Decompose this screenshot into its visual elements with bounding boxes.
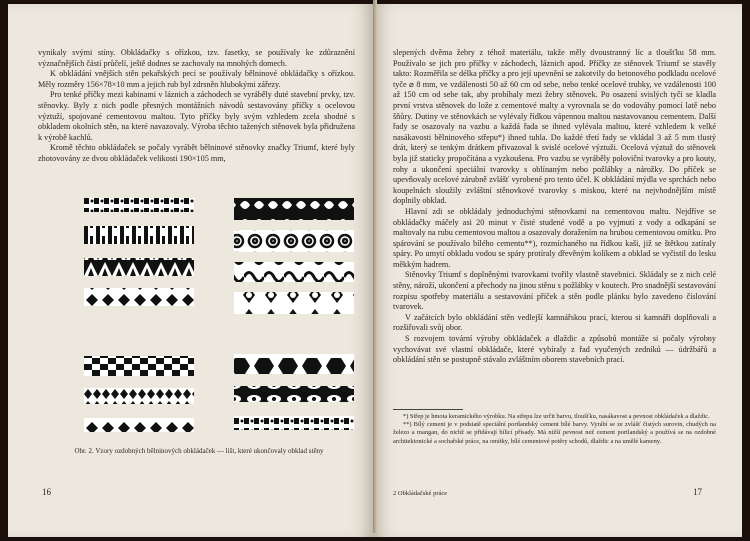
paragraph: S rozvojem tovární výroby obkládaček a dlaždic a způsobů montáže si počaly výrobny vychovávat své vlastní obkládače, které vybíraly z řad vyučených zedníků — údržbářů a obkládání stěn se postupně stávalo zvláštním oborem stavebních prací. (393, 334, 716, 365)
border-tile (84, 226, 194, 244)
paragraph: Kromě těchto obkládaček se počaly vyrábět bělninové stěnovky značky Triumf, které byly zhotovovány ze dvou obkládaček velikosti 190×105 mm, (38, 143, 355, 163)
tile-border-figure (84, 196, 354, 439)
border-tile (234, 262, 354, 282)
paragraph: Pro tenké příčky mezi kabinami v láznich a záchodech se vyráběly duté stavební prvky, tzv. stěnovky. Byly z nich podle přesných montážních návodů sestavovány příčky s ocelovou výztuží, spojované cementovou maltou. Tyto příčky byly svým vzhledem zcela shodné s obkladem okolních stěn, na které navazovaly. Výroba těchto tažených stěnovek byla přidružena k výrobě kachlů. (38, 90, 355, 142)
border-tile (234, 292, 354, 314)
border-tile (234, 386, 354, 402)
figure-caption: Obr. 2. Vzory ozdobných bělninových obkládaček — lišt, které ukončovaly obklad stěny (74, 447, 324, 455)
border-tile (84, 198, 194, 212)
border-tile (84, 258, 194, 276)
left-body-text (38, 48, 355, 165)
footnote: *) Střep je hmota keramického výrobku. Na střepu lze určit barvu, tloušťku, nasákavost a pevnost obkládaček a dlaždic. (403, 413, 710, 420)
signature-mark: 2 Obkládačské práce (393, 490, 448, 497)
page-number: 17 (693, 487, 702, 497)
border-tile (234, 198, 354, 220)
paragraph: K obkládání vnějších stěn pekařských pecí se používaly bělninové obkládačky s ořízkou. Měly rozměry 156×78×10 mm a jejich rub byl zdrsněn hlubokými zářezy. (38, 69, 355, 89)
border-tile (84, 356, 194, 376)
border-tile (234, 416, 354, 430)
left-page (8, 4, 373, 537)
right-body-text (393, 48, 716, 366)
border-tile (234, 230, 354, 252)
border-tile (84, 388, 194, 404)
border-tile (234, 354, 354, 374)
paragraph: Hlavní zdi se obkládaly jednoduchými stěnovkami na cementovou maltu. Nejdříve se obkládačky máčely asi 20 minut v čisté studené vodě a po vyjmutí z vody a odkapání se maltovaly na rubu cementovou maltou a osazovaly doražením na hrubou cementovou omítku. Pro spárování se používalo bílého cementu**), rozmíchaného na řídkou kaši, již se štětkou zatíraly spáry. Po umytí obkladu vodou se spáry protíraly dřevěným kolíkem a obklad se vyčistil do lesku měkkým hadrem. (393, 206, 716, 269)
paragraph: vynikaly svými stíny. Obkládačky s ořízkou, tzv. fasetky, se používaly ke zdůraznění význačnějších částí průčelí, ještě dodnes se zachovaly na mnohých domech. (38, 48, 355, 68)
paragraph: V začátcích bylo obkládání stěn vedlejší kamnářskou prací, kterou si kamnáři doplňovali a rozšiřovali svůj obor. (393, 312, 716, 333)
border-tile (84, 288, 194, 306)
page-number: 16 (42, 487, 51, 497)
paragraph: Stěnovky Triumf s doplněnými tvarovkami tvořily vlastně stavebnici. Skládaly se z nich celé stěny, nároží, ukončení a přechody na jinou stěnu s požlábky v koutech. Pro snadnější sestavování rozpisu spotřeby materiálu a sestavování příček a stěn podle plánku bylo zavedeno číslování tvarovek. (393, 270, 716, 312)
footnote-rule (393, 409, 463, 410)
border-tile (84, 418, 194, 432)
book-gutter (373, 0, 377, 533)
footnotes (393, 409, 716, 446)
paragraph: slepených dvěma žebry z téhož materiálu, takže měly dvoustranný líc a tloušťku 58 mm. Používalo se jich pro příčky v záchodech, láznich apod. Příčky ze stěnovek Triumf se stavěly takto: Rozměřila se délka příčky a pro její upevnění se zakotvily do betonového podkladu ocelové tyče ⌀ 8 mm, ve vzdálenosti 50 až 60 cm od sebe, nebo tenké ocelové trubky, ve vzdálenosti 100 až 150 cm od sebe tak, aby probíhaly mezi žebry stěnovek. Po osazení svislých tyčí se kladla první vrstva stěnovek do lože z cementové malty a vyrovnala se do vodováhy pomocí latě nebo šňůry. Dutiny ve stěnovkách se vylévaly řídkou vápennou maltou nastavovanou cementem. Další řady se osazovaly na vazbu a každá řada se ihned vylévala maltou, které vzhledem k velké nasákavosti bělninového střepu*) ihned tuhla. Do každé třetí řady se vkládal 3 až 5 mm tlustý drát, který se tenkým drátkem přivazoval k svislé ocelové výztuži. Ocelová výztuž do stěnovek byla již staticky propočítána a vyzkoušena. Pro vazbu se vyráběly poloviční tvarovky a pro kouty, rohy a ukončení speciální tvarovky s oblínaným nebo požlábky a nárožky. Do příček se upevňovaly ocelové zárubně zvlášť vyrobené pro tento účel. K obkládání mýdla ve sprchách nebo koupelnách sloužily zvláštní stěnovkové tvarovky s miskou, které na nejvhodnějším místě doplnily obklad. (393, 48, 716, 206)
footnote: **) Bílý cement je v podstatě speciální portlandský cement bílé barvy. Vyrábí se ze zvlášť čistých surovin, chudých na železo a mangan, do nichž se přidávají bílicí přísady. Má nižší pevnost než cement portlandský a používá se na ozdobné architektonické a sochařské práce, na omítky, bílé cementové potěry schodů, dlaždic a na umělé kameny. (393, 421, 716, 445)
right-page (373, 4, 742, 537)
